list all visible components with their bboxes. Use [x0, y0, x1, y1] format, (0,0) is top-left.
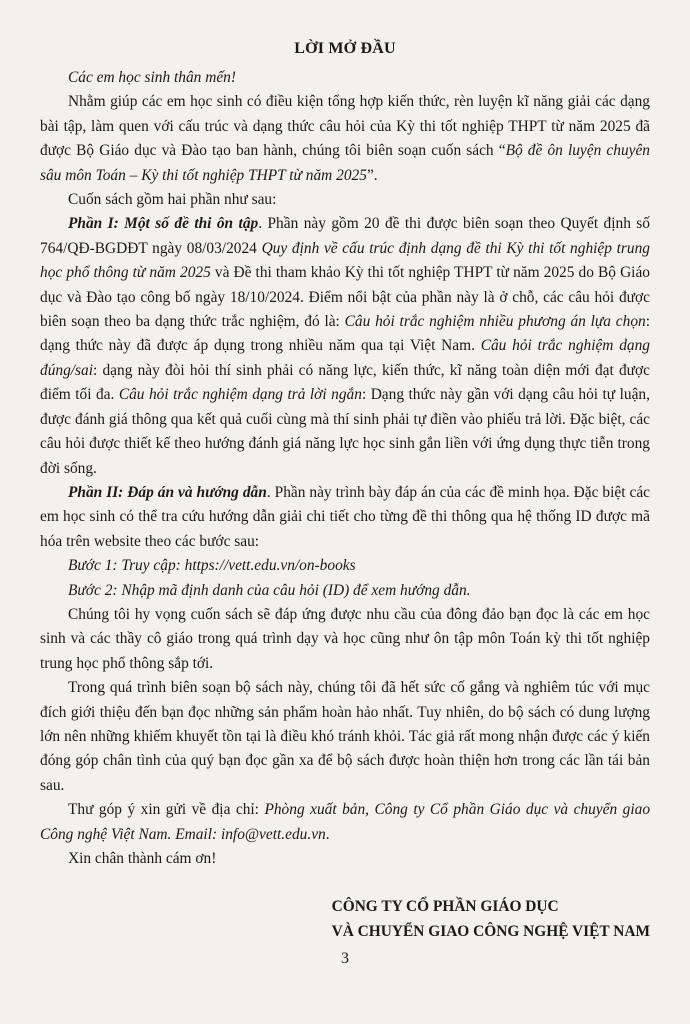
part1-text-5: : Dạng thức này gần với dạng câu hỏi tự luận, được đánh giá thông qua kết quả cuối cùng mà thí sinh phải tự điền vào phiếu trả lời. Đặc biệt, các câu hỏi được thiết kế theo hướng đánh giá năng lực học sinh gắn liền với ứng dụng thực tiễn trong đời sống. [40, 386, 650, 477]
part1-italic-4: Câu hỏi trắc nghiệm dạng trả lời ngắn [118, 386, 362, 404]
effort-paragraph: Trong quá trình biên soạn bộ sách này, chúng tôi đã hết sức cố gắng và nghiêm túc với mục đích giới thiệu đến bạn đọc những sản phẩm hoàn hảo nhất. Tuy nhiên, do bộ sách có dung lượng lớn nên những khiếm khuyết tồn tại là điều khó tránh khỏi. Tác giả rất mong nhận được các ý kiến đóng góp chân tình của quý bạn đọc gần xa để bộ sách được hoàn thiện hơn trong các lần tái bản sau. [40, 679, 650, 794]
part2-text: . Phần này trình bày đáp án của các đề minh họa. Đặc biệt các em học sinh có thể tra cứu hướng dẫn giải chi tiết cho từng đề thi thông qua hệ thống ID được mã hóa trên website theo các bước sau: [40, 483, 650, 550]
page-number: 3 [341, 950, 349, 967]
step-2-text: Bước 2: Nhập mã định danh của câu hỏi (ID) để xem hướng dẫn. [68, 581, 471, 599]
contact-address: Phòng xuất bản, Công ty Cổ phần Giáo dục và chuyển giao Công nghệ Việt Nam. Email: info@vett.edu.vn [40, 801, 651, 843]
part1-text-2: và Đề thi tham khảo Kỳ thi tốt nghiệp THPT từ năm 2025 do Bộ Giáo dục và Đào tạo công bố ngày 18/10/2024. Điểm nổi bật của phần này là ở chỗ, các câu hỏi được biên soạn theo ba dạng thức trắc nghiệm, đó là: [40, 264, 650, 331]
step-1-text: Bước 1: Truy cập: https://vett.edu.vn/on-books [68, 557, 356, 575]
part2-paragraph [40, 481, 650, 554]
structure-paragraph: Cuốn sách gồm hai phần như sau: [68, 191, 277, 209]
part1-text-1: . Phần này gồm 20 đề thi được biên soạn theo Quyết định số 764/QĐ-BGDĐT ngày 08/03/2024 [40, 215, 650, 257]
step-1 [40, 554, 650, 578]
intro-paragraph [40, 90, 650, 188]
part1-italic-3: Câu hỏi trắc nghiệm dạng đúng/sai [40, 337, 650, 379]
book-title: Bộ đề ôn luyện chuyên sâu môn Toán – Kỳ thi tốt nghiệp THPT từ năm 2025 [40, 142, 650, 184]
greeting [40, 66, 650, 90]
part2-label: Phần II: Đáp án và hướng dẫn [68, 483, 267, 501]
contact-end: . [325, 825, 330, 843]
part1-text-4: : dạng này đòi hỏi thí sinh phải có năng lực, kiến thức, kĩ năng toàn diện mới đạt được điểm tối đa. [40, 361, 650, 404]
part1-text-3: : dạng thức này đã được áp dụng trong nhiều năm qua tại Việt Nam. [40, 313, 650, 355]
signature-line-1: CÔNG TY CỔ PHẦN GIÁO DỤC [331, 898, 559, 916]
hope-paragraph: Chúng tôi hy vọng cuốn sách sẽ đáp ứng được nhu cầu của đông đảo bạn đọc là các em học sinh và các thầy cô giáo trong quá trình dạy và học cũng như ôn tập môn Toán kỳ thi tốt nghiệp trung học phổ thông sắp tới. [40, 605, 650, 672]
contact-paragraph [40, 798, 650, 847]
part1-paragraph [40, 212, 650, 480]
thanks-paragraph: Xin chân thành cám ơn! [68, 850, 217, 867]
contact-text: Thư góp ý xin gửi về địa chỉ: [68, 801, 265, 819]
signature-line-2: VÀ CHUYỂN GIAO CÔNG NGHỆ VIỆT NAM [331, 922, 650, 940]
part1-italic-1: Quy định về cấu trúc định dạng đề thi Kỳ thi tốt nghiệp trung học phổ thông từ năm 2025 [40, 239, 650, 282]
page-title: LỜI MỞ ĐẦU [294, 40, 396, 57]
step-2 [40, 579, 650, 603]
part1-italic-2: Câu hỏi trắc nghiệm nhiều phương án lựa chọn [344, 313, 646, 331]
intro-end: ”. [366, 166, 378, 184]
signature-block [40, 895, 650, 944]
greeting-text: Các em học sinh thân mến! [68, 69, 236, 86]
part1-label: Phần I: Một số đề thi ôn tập [68, 215, 259, 233]
intro-text: Nhằm giúp các em học sinh có điều kiện tổng hợp kiến thức, rèn luyện kĩ năng giải các dạng bài tập, làm quen với cấu trúc và dạng thức câu hỏi của Kỳ thi tốt nghiệp THPT từ năm 2025 đã được Bộ Giáo dục và Đào tạo ban hành, chúng tôi biên soạn cuốn sách “ [40, 93, 650, 160]
